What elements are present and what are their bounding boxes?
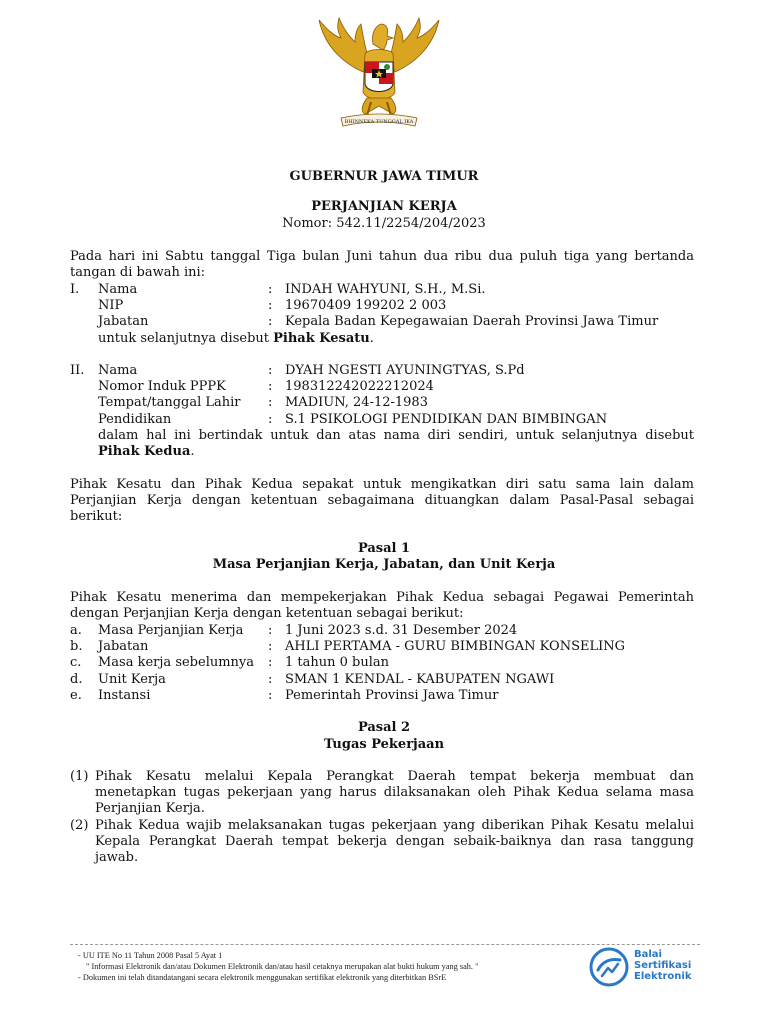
party1-value-nip: 19670409 199202 2 003: [285, 298, 447, 313]
party2-colon: :: [268, 395, 273, 410]
party2-value-ttl: MADIUN, 24-12-1983: [285, 395, 428, 410]
party1-colon: :: [268, 282, 273, 297]
document-number: Nomor: 542.11/2254/204/2023: [282, 216, 486, 231]
pasal2-item-line: Pihak Kedua wajib melaksanakan tugas pekerjaan yang diberikan Pihak Kesatu melalui: [95, 818, 694, 833]
pasal1-intro-line-2: dengan Perjanjian Kerja dengan ketentuan sebagai berikut:: [70, 606, 464, 621]
party1-colon: :: [268, 314, 273, 329]
pihak-kedua-term: Pihak Kedua: [98, 444, 191, 459]
footer-line-3: - Dokumen ini telah ditandatangani secara elektronik menggunakan sertifikat elektronik yang diterbitkan BSrE: [78, 973, 447, 982]
bsre-logo-line-3: Elektronik: [634, 971, 692, 982]
motto-ribbon-text: BHINNEKA TUNGGAL IKA: [344, 119, 414, 125]
pasal2-heading: Pasal 2: [357, 720, 411, 735]
party2-colon: :: [268, 379, 273, 394]
pasal1-item-label: Jabatan: [98, 639, 149, 654]
pasal1-item-value: 1 Juni 2023 s.d. 31 Desember 2024: [285, 623, 518, 638]
pasal1-subheading: Masa Perjanjian Kerja, Jabatan, dan Unit Kerja: [212, 557, 556, 572]
footer-line-2: " Informasi Elektronik dan/atau Dokumen Elektronik dan/atau hasil cetaknya merupakan alat bukti hukum yang sah. ": [86, 962, 479, 971]
agreement-line-3: berikut:: [70, 509, 123, 524]
pasal1-colon: :: [268, 672, 273, 687]
pasal1-item-label: Unit Kerja: [98, 672, 166, 687]
garuda-pancasila-emblem: [311, 14, 447, 132]
party2-value-nama: DYAH NGESTI AYUNINGTYAS, S.Pd: [285, 363, 525, 378]
party2-closing-line-2: Pihak Kedua.: [98, 444, 195, 459]
party1-value-nama: INDAH WAHYUNI, S.H., M.Si.: [285, 282, 486, 297]
pasal1-item-value: AHLI PERTAMA - GURU BIMBINGAN KONSELING: [285, 639, 626, 654]
intro-line-2: tangan di bawah ini:: [70, 265, 206, 280]
pasal2-subheading: Tugas Pekerjaan: [323, 737, 445, 752]
pasal1-colon: :: [268, 655, 273, 670]
pasal2-item-line: Pihak Kesatu melalui Kepala Perangkat Daerah tempat bekerja membuat dan: [95, 769, 694, 784]
pasal2-item-number: (2): [70, 818, 89, 833]
party1-label-jabatan: Jabatan: [98, 314, 149, 329]
bsre-logo-text: [634, 949, 691, 982]
party2-value-pendidikan: S.1 PSIKOLOGI PENDIDIKAN DAN BIMBINGAN: [285, 412, 608, 427]
pasal1-item-letter: e.: [70, 688, 82, 703]
party1-value-jabatan: Kepala Badan Kepegawaian Daerah Provinsi Jawa Timur: [285, 314, 659, 329]
pasal2-item-line: Perjanjian Kerja.: [95, 801, 205, 816]
pasal1-colon: :: [268, 688, 273, 703]
pasal1-item-letter: c.: [70, 655, 82, 670]
pasal1-heading: Pasal 1: [357, 541, 411, 556]
bsre-logo-line-1: Balai: [634, 949, 662, 960]
bsre-logo-icon: [588, 946, 630, 988]
party1-closing: untuk selanjutnya disebut Pihak Kesatu.: [98, 331, 374, 346]
pasal1-item-letter: d.: [70, 672, 83, 687]
party2-colon: :: [268, 412, 273, 427]
footer-divider: [70, 944, 700, 945]
pasal1-item-label: Masa kerja sebelumnya: [98, 655, 255, 670]
pasal1-item-label: Masa Perjanjian Kerja: [98, 623, 244, 638]
pasal1-item-value: 1 tahun 0 bulan: [285, 655, 390, 670]
pasal1-intro-line-1: Pihak Kesatu menerima dan mempekerjakan Pihak Kedua sebagai Pegawai Pemerintah: [70, 590, 694, 605]
pasal2-item-number: (1): [70, 769, 89, 784]
party1-colon: :: [268, 298, 273, 313]
pasal2-item-line: jawab.: [95, 850, 139, 865]
party2-label-nama: Nama: [98, 363, 138, 378]
party2-label-nip-pppk: Nomor Induk PPPK: [98, 379, 226, 394]
agreement-line-1: Pihak Kesatu dan Pihak Kedua sepakat untuk mengikatkan diri satu sama lain dalam: [70, 477, 694, 492]
party2-colon: :: [268, 363, 273, 378]
bsre-logo-line-2: Sertifikasi: [634, 960, 692, 971]
pasal1-colon: :: [268, 639, 273, 654]
pihak-kesatu-term: Pihak Kesatu: [273, 331, 370, 346]
party2-number: II.: [70, 363, 85, 378]
intro-line-1: Pada hari ini Sabtu tanggal Tiga bulan Juni tahun dua ribu dua puluh tiga yang bertanda: [70, 249, 694, 264]
footer-notice: [78, 950, 478, 983]
pasal1-item-value: SMAN 1 KENDAL - KABUPATEN NGAWI: [285, 672, 555, 687]
party2-value-nip-pppk: 198312242022212024: [285, 379, 434, 394]
document-title: PERJANJIAN KERJA: [311, 199, 457, 214]
footer-line-1: - UU ITE No 11 Tahun 2008 Pasal 5 Ayat 1: [78, 951, 223, 960]
party2-closing-line-1: dalam hal ini bertindak untuk dan atas nama diri sendiri, untuk selanjutnya disebut: [98, 428, 694, 443]
agreement-line-2: Perjanjian Kerja dengan ketentuan sebagaimana dituangkan dalam Pasal-Pasal sebagai: [70, 493, 694, 508]
pasal1-colon: :: [268, 623, 273, 638]
party2-label-pendidikan: Pendidikan: [98, 412, 172, 427]
party1-label-nama: Nama: [98, 282, 138, 297]
pasal2-item-line: menetapkan tugas pekerjaan yang harus dilaksanakan oleh Pihak Kedua selama masa: [95, 785, 694, 800]
pasal1-item-label: Instansi: [98, 688, 151, 703]
party2-label-ttl: Tempat/tanggal Lahir: [98, 395, 241, 410]
party1-label-nip: NIP: [98, 298, 124, 313]
issuer-title: GUBERNUR JAWA TIMUR: [289, 169, 479, 184]
party1-number: I.: [70, 282, 80, 297]
pasal1-item-value: Pemerintah Provinsi Jawa Timur: [285, 688, 499, 703]
pasal1-item-letter: b.: [70, 639, 83, 654]
pasal1-item-letter: a.: [70, 623, 82, 638]
pasal2-item-line: Kepala Perangkat Daerah tempat bekerja dengan sebaik-baiknya dan rasa tanggung: [95, 834, 694, 849]
